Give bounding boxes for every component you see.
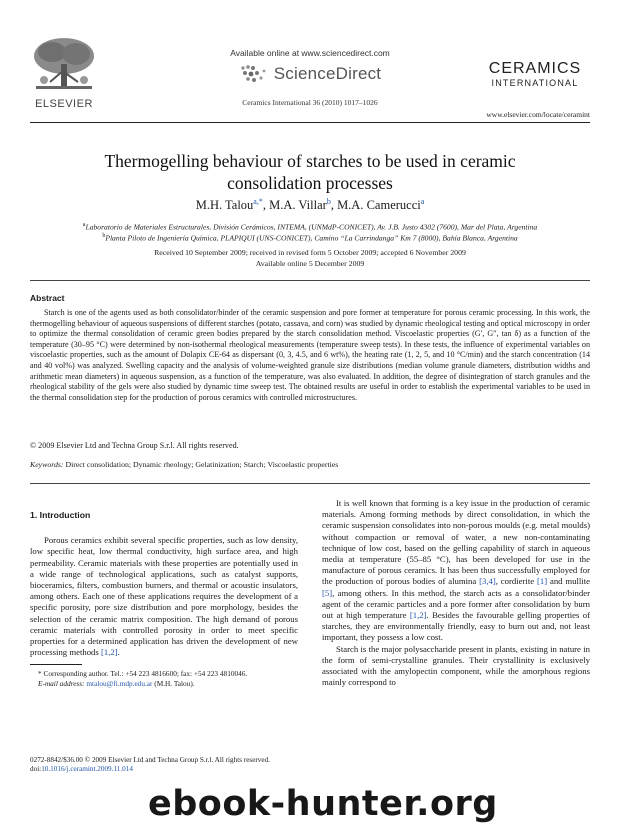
sciencedirect-dots-icon bbox=[239, 64, 269, 84]
journal-url-link[interactable]: www.elsevier.com/locate/ceramint bbox=[486, 110, 590, 119]
header-center bbox=[180, 48, 440, 107]
text-run: and mullite bbox=[547, 576, 590, 587]
email-link[interactable]: mtalou@fi.mdp.edu.ar bbox=[86, 678, 153, 688]
affiliation-b-text: Planta Piloto de Ingeniería Química, PLAPIQUI (UNS-CONICET), Camino “La Carrindanga” Km 7 (8000), Bahía Blanca, Argentina bbox=[105, 233, 518, 243]
watermark: ebook-hunter.org bbox=[148, 784, 498, 824]
doi-label: doi: bbox=[30, 765, 42, 774]
sciencedirect-name: ScienceDirect bbox=[273, 64, 382, 83]
email-suffix: (M.H. Talou). bbox=[152, 678, 195, 688]
affiliation-a bbox=[30, 222, 590, 232]
text-run: . Besides the favourable gelling properties of starches, they are environmentally friendly, easy to burn out and, not least important, they possess a low cost. bbox=[322, 610, 590, 643]
footnote-text: Corresponding author. Tel.: +54 223 4816600; fax: +54 223 4810046. bbox=[43, 669, 248, 678]
citation-link[interactable]: [1,2] bbox=[409, 610, 427, 621]
section-heading-introduction: 1. Introduction bbox=[30, 510, 91, 520]
author-separator: , bbox=[330, 198, 338, 213]
abstract-heading: Abstract bbox=[30, 293, 65, 303]
email-label: E-mail address: bbox=[38, 678, 85, 688]
keywords-list: Direct consolidation; Dynamic rheology; Gelatinization; Starch; Viscoelastic properties bbox=[65, 460, 339, 469]
elsevier-tree-icon bbox=[30, 36, 98, 96]
text-run: , among others. In this method, the starch acts as a consolidator/binder agent of the ceramic particles and a pore former after consolidation by burn out at high temperature bbox=[322, 587, 590, 621]
footnote-marker: * bbox=[38, 669, 42, 678]
text-run: , cordierite bbox=[495, 576, 537, 587]
sciencedirect-logo bbox=[180, 64, 440, 84]
author-name[interactable]: M.A. Villar bbox=[269, 198, 327, 213]
header-divider bbox=[30, 122, 590, 123]
right-column bbox=[322, 498, 590, 688]
received-dates: Received 10 September 2009; received in revised form 5 October 2009; accepted 6 November 2009 bbox=[154, 248, 466, 257]
journal-reference: Ceramics International 36 (2010) 1017–1026 bbox=[242, 98, 378, 107]
title-line-2: consolidation processes bbox=[227, 173, 393, 193]
author-list bbox=[60, 197, 560, 213]
abstract-body: Starch is one of the agents used as both consolidator/binder of the ceramic suspension and pore former at temperature for porous ceramic processing. In this work, the thermogelling behaviour of aqueous suspensions of different starches (potato, cassava, and corn) was studied by dynamic rheological testing and optical microscopy in order to optimize the thermal consolidation of ceramic green bodies prepared by the starch consolidation method. Viscoelastic properties (G′, G″, tan δ) as a function of the temperature (30–95 °C) were determined by non-isothermal rheological measurements (temperature sweep tests). In these tests, the influence of experimental variables on viscoelastic properties, such as the amount of Dolapix CE-64 as dispersant (0, 3, 4.5, and 6 wt%), the heating rate (1, 2, 5, and 10 °C/min) and the starch concentration (14 and 40 vol%) was analyzed. Swelling capacity and the analysis of volume-weighted granule size distributions (median volume granule diameters, distribution widths and arithmetic mean diameters) in aqueous suspension, as a function of the temperature, was also evaluated. In addition, the degree of disintegration of starch granules and the rheological stability of the gels were also studied by dynamic time sweep test. The obtained results are useful in order to establish the experimental variables to be used in the thermal consolidation step for the production of porous ceramics with controlled microstructures. bbox=[30, 308, 590, 402]
journal-logo-line2: INTERNATIONAL bbox=[491, 78, 579, 88]
corresponding-author-footnote bbox=[30, 669, 298, 688]
intro-paragraph-1 bbox=[30, 535, 298, 658]
left-column bbox=[30, 510, 298, 658]
doi-link[interactable]: 10.1016/j.ceramint.2009.11.014 bbox=[41, 765, 133, 774]
abstract-copyright: © 2009 Elsevier Ltd and Techna Group S.r.l. All rights reserved. bbox=[30, 441, 239, 450]
intro-paragraph-1-end: . bbox=[117, 647, 120, 658]
article-title bbox=[60, 150, 560, 194]
online-date: Available online 5 December 2009 bbox=[255, 259, 365, 268]
footnote-divider bbox=[30, 664, 82, 665]
issn-line: 0272-8842/$36.00 © 2009 Elsevier Ltd and Techna Group S.r.l. All rights reserved. bbox=[30, 756, 270, 764]
intro-paragraph-1-text: Porous ceramics exhibit several specific properties, such as low density, low specific heat, low thermal conductivity, high surface area, and high permeability. Ceramic materials with these properties are potentially used in a wide range of technological applications, such as catalyst supports, bioceramics, filters, combustion burners, and thermal or acoustic insulators, among others. Each one of these applications requires the development of a specific porosity, pore size distribution and pore morphology, besides the selection of the ceramic matrix composition. The high demand of porous ceramic materials with controlled porosity in order to meet specific properties for a determined application has driven the development of new processing methods bbox=[30, 535, 298, 658]
intro-paragraph-3: Starch is the major polysaccharide present in plants, existing in nature in the form of semi-crystalline granules. Their crystallinity is exclusively associated with the amylopectin component, while the amorphous regions mainly correspond to bbox=[322, 643, 590, 688]
affiliation-b-marker: b bbox=[102, 233, 106, 239]
author-affiliation-marker[interactable]: a bbox=[420, 197, 425, 206]
citation-link[interactable]: [3,4] bbox=[479, 576, 496, 587]
affiliation-a-text: Laboratorio de Materiales Estructurales, División Cerámicos, INTEMA, (UNMdP-CONICET), Av. J.B. Justo 4302 (7600), Mar del Plata, Argentina bbox=[85, 222, 538, 232]
citation-link[interactable]: [5] bbox=[322, 587, 333, 598]
author-name[interactable]: M.A. Camerucci bbox=[337, 198, 421, 213]
author-name[interactable]: M.H. Talou bbox=[195, 198, 254, 213]
author-affiliation-marker[interactable]: a,* bbox=[253, 197, 263, 206]
abstract-top-divider bbox=[30, 280, 590, 281]
elsevier-logo bbox=[30, 36, 98, 110]
affiliation-a-marker: a bbox=[82, 222, 86, 228]
citation-link[interactable]: [1,2] bbox=[100, 647, 118, 658]
issn-block bbox=[30, 756, 270, 775]
author-affiliation-marker[interactable]: b bbox=[326, 197, 331, 206]
author-separator: , bbox=[262, 198, 270, 213]
publisher-name: ELSEVIER bbox=[35, 98, 93, 110]
available-online-text: Available online at www.sciencedirect.com bbox=[230, 48, 390, 58]
journal-logo-line1: CERAMICS bbox=[488, 60, 582, 77]
citation-link[interactable]: [1] bbox=[536, 576, 548, 587]
text-run: It is well known that forming is a key issue in the production of ceramic materials. Among forming methods by direct consolidation, in which the ceramic suspension consolidates into non-porous moulds (e.g. metal moulds) without compaction or removal of water, a new non-contaminating technique of low cost, based on the gelling capability of starch in aqueous media at temperature (55–85 °C), has been developed for use in the manufacture of porous ceramics. It has been thus successfully employed for the production of porous bodies of alumina bbox=[322, 498, 590, 587]
abstract-bottom-divider bbox=[30, 483, 590, 484]
title-line-1: Thermogelling behaviour of starches to be used in ceramic bbox=[104, 151, 516, 171]
journal-logo bbox=[480, 60, 590, 88]
affiliation-b bbox=[30, 233, 590, 243]
keywords bbox=[30, 460, 338, 469]
keywords-label: Keywords: bbox=[30, 460, 64, 469]
intro-paragraph-2 bbox=[322, 498, 590, 644]
